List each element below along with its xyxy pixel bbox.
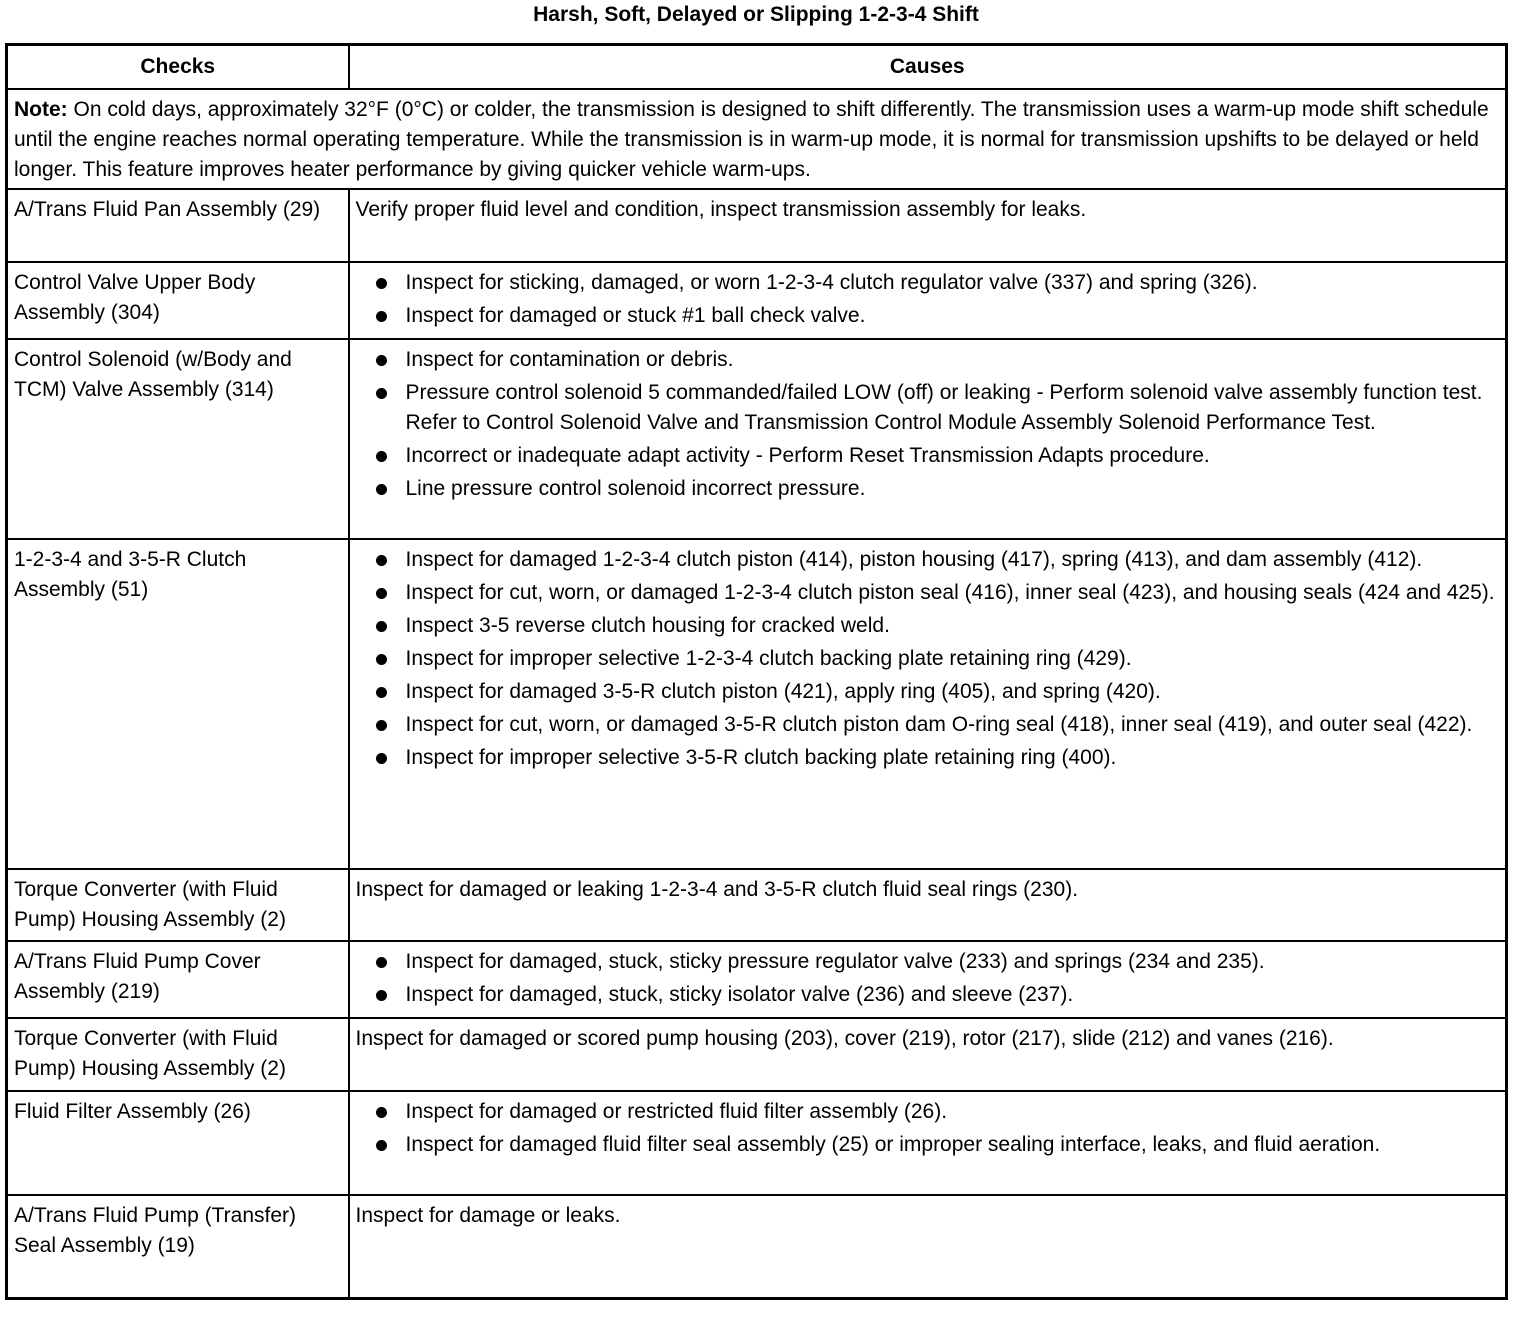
- check-cell: 1-2-3-4 and 3-5-R Clutch Assembly (51): [7, 539, 349, 869]
- note-text: On cold days, approximately 32°F (0°C) or colder, the transmission is designed to shift differently. The transmission uses a warm-up mode shift schedule until the engine reaches normal operating temperature. While the transmission is in warm-up mode, it is normal for transmission upshifts to be delayed or held longer. This feature improves heater performance by giving quicker vehicle warm-ups.: [14, 98, 1489, 181]
- table-row: [7, 1018, 1507, 1091]
- cause-item: Incorrect or inadequate adapt activity - Perform Reset Transmission Adapts procedure.: [356, 441, 1500, 471]
- cause-item: Inspect for damaged 3-5-R clutch piston (421), apply ring (405), and spring (420).: [356, 677, 1500, 707]
- cause-list: [356, 545, 1500, 773]
- table-row: [7, 189, 1507, 262]
- cause-cell: Inspect for damaged or leaking 1-2-3-4 and 3-5-R clutch fluid seal rings (230).: [349, 869, 1507, 941]
- table-row: [7, 339, 1507, 539]
- cause-list: [356, 947, 1500, 1010]
- cause-item: Pressure control solenoid 5 commanded/failed LOW (off) or leaking - Perform solenoid valve assembly function test. Refer to Control Solenoid Valve and Transmission Control Module Assembly Solenoid Performance Test.: [356, 378, 1500, 438]
- cause-item: Inspect for sticking, damaged, or worn 1-2-3-4 clutch regulator valve (337) and spring (326).: [356, 268, 1500, 298]
- cause-item: Inspect for damaged fluid filter seal assembly (25) or improper sealing interface, leaks, and fluid aeration.: [356, 1130, 1500, 1160]
- cause-cell: [349, 539, 1507, 869]
- check-cell: Control Valve Upper Body Assembly (304): [7, 262, 349, 339]
- cause-item: Inspect for cut, worn, or damaged 3-5-R clutch piston dam O-ring seal (418), inner seal (419), and outer seal (422).: [356, 710, 1500, 740]
- table-row: [7, 869, 1507, 941]
- note-row: [7, 89, 1507, 189]
- table-row: [7, 262, 1507, 339]
- table-row: [7, 1195, 1507, 1298]
- cause-item: Inspect for cut, worn, or damaged 1-2-3-4 clutch piston seal (416), inner seal (423), and housing seals (424 and 425).: [356, 578, 1500, 608]
- cause-item: Inspect 3-5 reverse clutch housing for cracked weld.: [356, 611, 1500, 641]
- cause-item: Inspect for damaged or stuck #1 ball check valve.: [356, 301, 1500, 331]
- cause-item: Inspect for damaged or restricted fluid filter assembly (26).: [356, 1097, 1500, 1127]
- checks-header: Checks: [7, 45, 349, 90]
- cause-list: [356, 345, 1500, 504]
- cause-cell: Verify proper fluid level and condition, inspect transmission assembly for leaks.: [349, 189, 1507, 262]
- table-row: [7, 539, 1507, 869]
- cause-item: Line pressure control solenoid incorrect pressure.: [356, 474, 1500, 504]
- note-label: Note:: [14, 98, 68, 121]
- check-cell: A/Trans Fluid Pan Assembly (29): [7, 189, 349, 262]
- cause-cell: [349, 339, 1507, 539]
- table-row: [7, 941, 1507, 1018]
- cause-cell: [349, 262, 1507, 339]
- cause-item: Inspect for damaged, stuck, sticky isolator valve (236) and sleeve (237).: [356, 980, 1500, 1010]
- check-cell: A/Trans Fluid Pump Cover Assembly (219): [7, 941, 349, 1018]
- cause-item: Inspect for improper selective 1-2-3-4 clutch backing plate retaining ring (429).: [356, 644, 1500, 674]
- cause-item: Inspect for damaged, stuck, sticky pressure regulator valve (233) and springs (234 and 235).: [356, 947, 1500, 977]
- header-row: [7, 45, 1507, 90]
- table-row: [7, 1091, 1507, 1195]
- check-cell: A/Trans Fluid Pump (Transfer) Seal Assembly (19): [7, 1195, 349, 1298]
- check-cell: Torque Converter (with Fluid Pump) Housing Assembly (2): [7, 869, 349, 941]
- cause-item: Inspect for improper selective 3-5-R clutch backing plate retaining ring (400).: [356, 743, 1500, 773]
- cause-list: [356, 268, 1500, 331]
- diagnostic-table: [5, 43, 1508, 1300]
- cause-cell: [349, 941, 1507, 1018]
- cause-cell: Inspect for damage or leaks.: [349, 1195, 1507, 1298]
- cause-cell: Inspect for damaged or scored pump housing (203), cover (219), rotor (217), slide (212) and vanes (216).: [349, 1018, 1507, 1091]
- cause-cell: [349, 1091, 1507, 1195]
- causes-header: Causes: [349, 45, 1507, 90]
- check-cell: Control Solenoid (w/Body and TCM) Valve Assembly (314): [7, 339, 349, 539]
- cause-item: Inspect for damaged 1-2-3-4 clutch piston (414), piston housing (417), spring (413), and dam assembly (412).: [356, 545, 1500, 575]
- page-title: Harsh, Soft, Delayed or Slipping 1-2-3-4 Shift: [533, 3, 979, 26]
- cause-list: [356, 1097, 1500, 1160]
- cause-item: Inspect for contamination or debris.: [356, 345, 1500, 375]
- check-cell: Torque Converter (with Fluid Pump) Housing Assembly (2): [7, 1018, 349, 1091]
- check-cell: Fluid Filter Assembly (26): [7, 1091, 349, 1195]
